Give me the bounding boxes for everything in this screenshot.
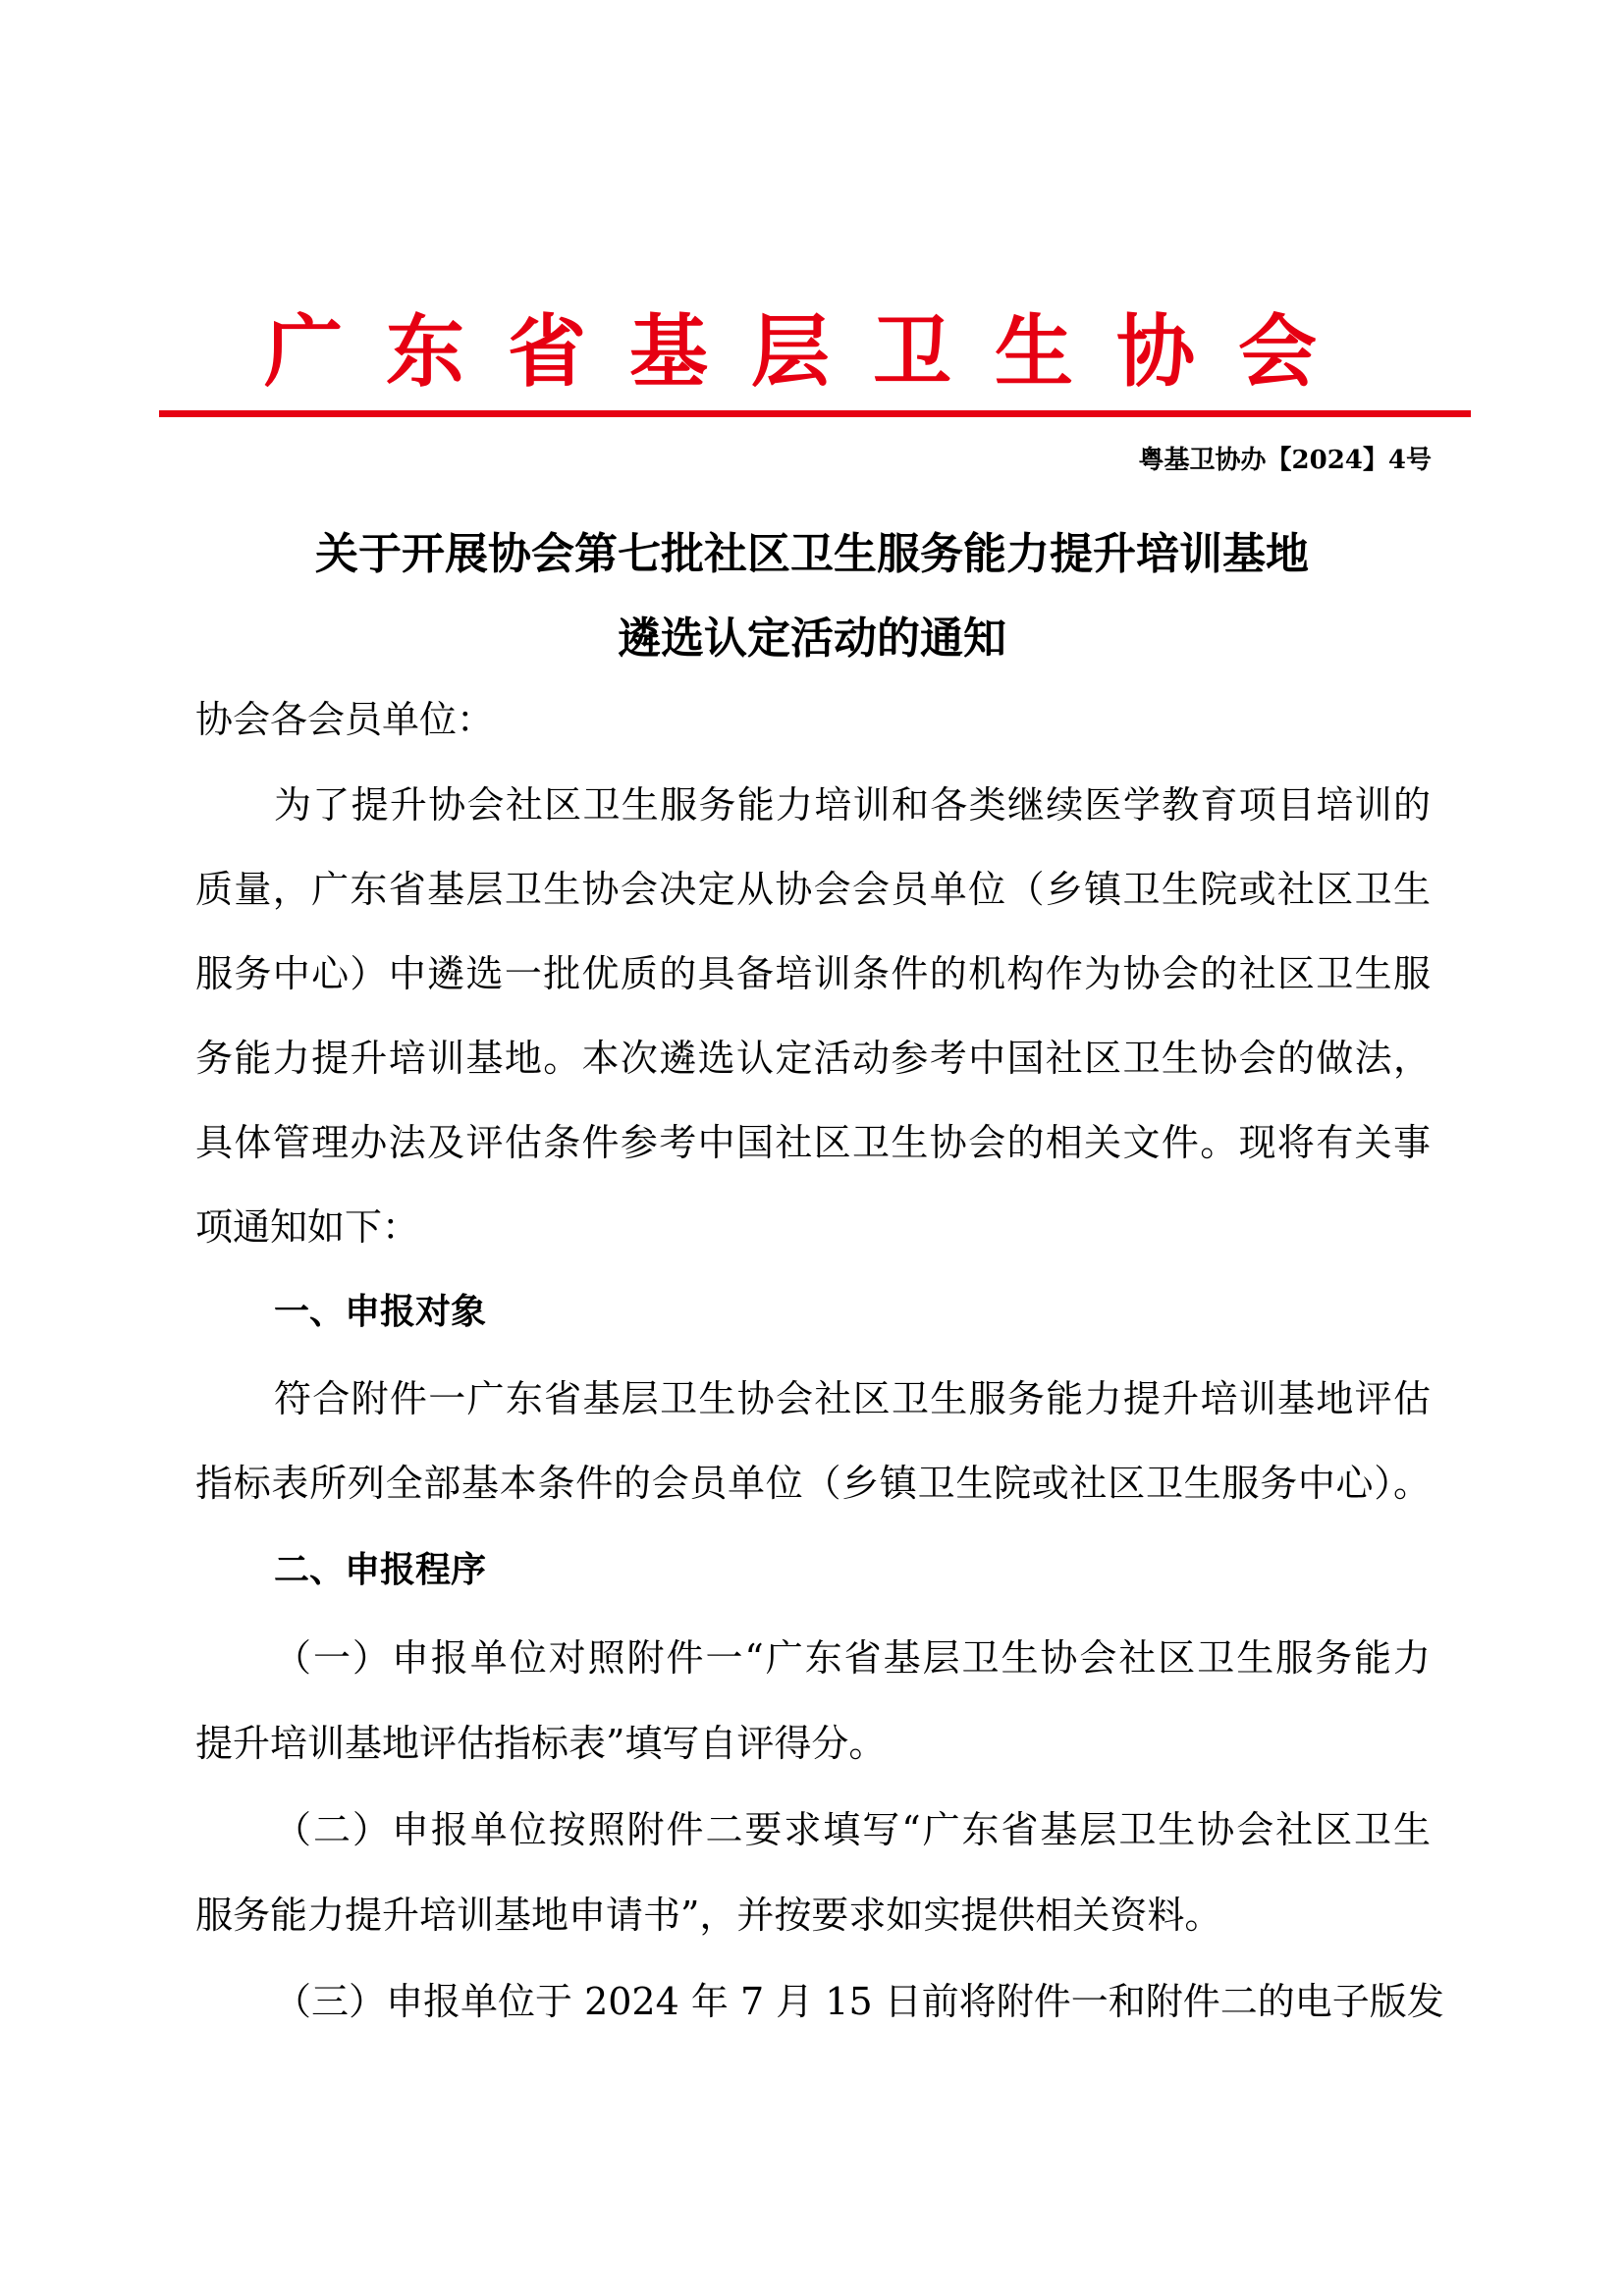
paragraph-line: （三）申报单位于 2024 年 7 月 15 日前将附件一和附件二的电子版发 bbox=[274, 1980, 1444, 2023]
letterhead-red-rule bbox=[159, 410, 1471, 417]
section-heading-applicants: 一、申报对象 bbox=[274, 1292, 487, 1332]
paragraph-line: 项通知如下： bbox=[195, 1205, 420, 1249]
paragraph-line: 指标表所列全部基本条件的会员单位（乡镇卫生院或社区卫生服务中心）。 bbox=[195, 1462, 1431, 1505]
paragraph-line: （一）申报单位对照附件一“广东省基层卫生协会社区卫生服务能力 bbox=[274, 1636, 1431, 1680]
paragraph-line: （二）申报单位按照附件二要求填写“广东省基层卫生协会社区卫生 bbox=[274, 1808, 1431, 1851]
paragraph-line: 服务能力提升培训基地申请书”，并按要求如实提供相关资料。 bbox=[195, 1894, 1222, 1937]
paragraph-line: 务能力提升培训基地。本次遴选认定活动参考中国社区卫生协会的做法， bbox=[195, 1037, 1431, 1080]
document-title-line-1: 关于开展协会第七批社区卫生服务能力提升培训基地 bbox=[315, 529, 1309, 579]
paragraph-line: 质量，广东省基层卫生协会决定从协会会员单位（乡镇卫生院或社区卫生 bbox=[195, 868, 1431, 911]
salutation: 协会各会员单位： bbox=[195, 698, 495, 741]
paragraph-line: 为了提升协会社区卫生服务能力培训和各类继续医学教育项目培训的 bbox=[274, 783, 1431, 827]
paragraph-line: 提升培训基地评估指标表”填写自评得分。 bbox=[195, 1722, 887, 1765]
document-number: 粤基卫协办【2024】4号 bbox=[1138, 446, 1432, 475]
document-title-line-2: 遴选认定活动的通知 bbox=[618, 614, 1006, 664]
section-heading-procedure: 二、申报程序 bbox=[274, 1550, 487, 1590]
paragraph-line: 服务中心）中遴选一批优质的具备培训条件的机构作为协会的社区卫生服 bbox=[195, 952, 1431, 995]
paragraph-line: 具体管理办法及评估条件参考中国社区卫生协会的相关文件。现将有关事 bbox=[195, 1121, 1431, 1164]
paragraph-line: 符合附件一广东省基层卫生协会社区卫生服务能力提升培训基地评估 bbox=[274, 1377, 1431, 1420]
letterhead-org-name: 广东省基层卫生协会 bbox=[264, 305, 1360, 398]
